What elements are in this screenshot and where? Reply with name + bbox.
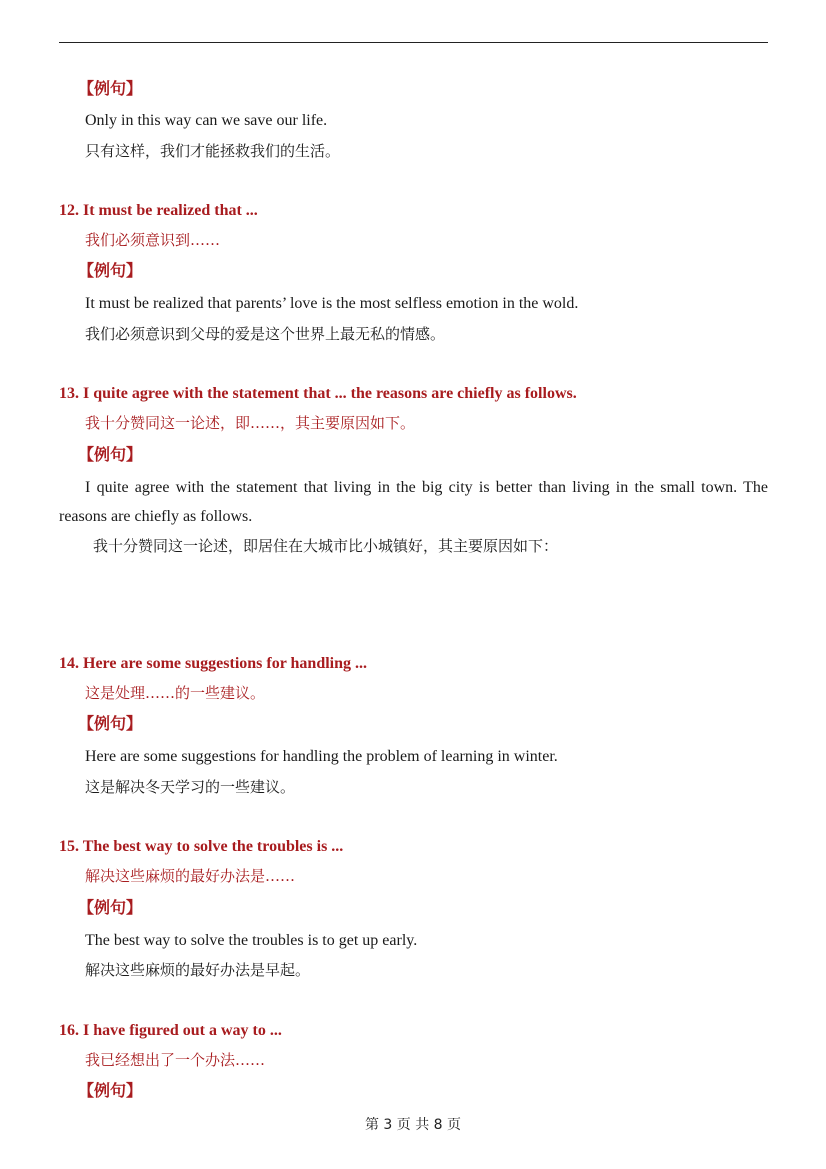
item-15-heading: 15. The best way to solve the troubles is ... (59, 838, 344, 855)
example-chinese: 这是解决冬天学习的一些建议。 (85, 778, 296, 796)
item-16-meaning: 我已经想出了一个办法…… (85, 1051, 266, 1069)
item-16-heading: 16. I have figured out a way to ... (59, 1022, 282, 1039)
example-label: 【例句】 (78, 900, 143, 917)
example-label: 【例句】 (78, 81, 143, 98)
example-english: Here are some suggestions for handling the problem of learning in winter. (85, 748, 558, 765)
example-english: It must be realized that parents’ love is the most selfless emotion in the wold. (85, 295, 579, 312)
item-12-heading: 12. It must be realized that ... (59, 202, 258, 219)
example-english: Only in this way can we save our life. (85, 112, 328, 129)
example-label: 【例句】 (78, 263, 143, 280)
example-chinese: 只有这样，我们才能拯救我们的生活。 (85, 142, 341, 160)
item-14-heading: 14. Here are some suggestions for handling ... (59, 655, 368, 672)
example-chinese: 我十分赞同这一论述，即居住在大城市比小城镇好，其主要原因如下： (93, 537, 559, 555)
example-english: I quite agree with the statement that living in the big city is better than living in the small town. The reasons are chiefly as follows. (59, 479, 768, 525)
item-13-heading: 13. I quite agree with the statement that ... the reasons are chiefly as follows. (59, 385, 577, 402)
example-label: 【例句】 (78, 1083, 143, 1100)
item-15-meaning: 解决这些麻烦的最好办法是…… (85, 867, 296, 885)
example-chinese: 解决这些麻烦的最好办法是早起。 (85, 961, 311, 979)
item-14-meaning: 这是处理……的一些建议。 (85, 684, 266, 702)
example-label: 【例句】 (78, 716, 143, 733)
example-label: 【例句】 (78, 447, 143, 464)
example-english: The best way to solve the troubles is to get up early. (85, 932, 418, 949)
item-13-meaning: 我十分赞同这一论述，即……，其主要原因如下。 (85, 414, 416, 432)
header-rule (59, 42, 768, 43)
item-12-meaning: 我们必须意识到…… (85, 231, 221, 249)
example-chinese: 我们必须意识到父母的爱是这个世界上最无私的情感。 (85, 325, 446, 343)
page-number: 第 3 页 共 8 页 (364, 1117, 462, 1133)
